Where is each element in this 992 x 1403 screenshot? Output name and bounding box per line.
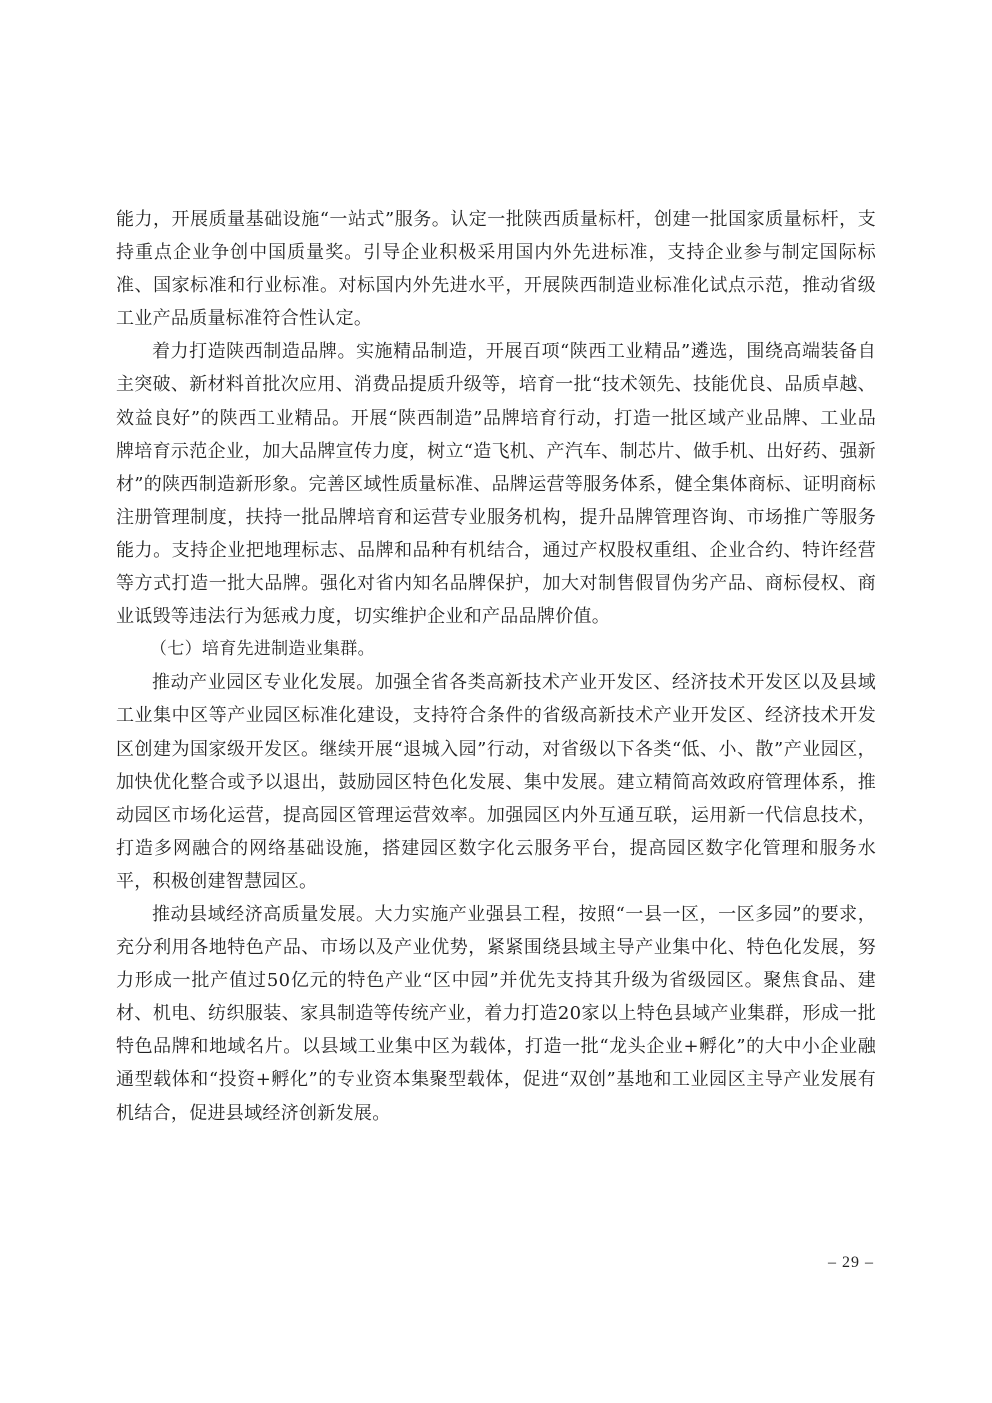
paragraph-county-economy: 推动县域经济高质量发展。大力实施产业强县工程，按照“一县一区，一区多园”的要求，充分利用各地特色产品、市场以及产业优势，紧紧围绕县域主导产业集中化、特色化发展，努力形成一批产值过50亿元的特色产业“区中园”并优先支持其升级为省级园区。聚焦食品、建材、机电、纺织服装、家具制造等传统产业，着力打造20家以上特色县域产业集群，形成一批特色品牌和地域名片。以县域工业集中区为载体，打造一批“龙头企业+孵化”的大中小企业融通型载体和“投资+孵化”的专业资本集聚型载体，促进“双创”基地和工业园区主导产业发展有机结合，促进县域经济创新发展。: [116, 903, 876, 1124]
paragraph-quality-infrastructure: 能力，开展质量基础设施“一站式”服务。认定一批陕西质量标杆，创建一批国家质量标杆，支持重点企业争创中国质量奖。引导企业积极采用国内外先进标准，支持企业参与制定国际标准、国家标准和行业标准。对标国内外先进水平，开展陕西制造业标准化试点示范，推动省级工业产品质量标准符合性认定。: [116, 209, 876, 330]
paragraph-industrial-parks: 推动产业园区专业化发展。加强全省各类高新技术产业开发区、经济技术开发区以及县域工业集中区等产业园区标准化建设，支持符合条件的省级高新技术产业开发区、经济技术开发区创建为国家级开发区。继续开展“退城入园”行动，对省级以下各类“低、小、散”产业园区，加快优化整合或予以退出，鼓励园区特色化发展、集中发展。建立精简高效政府管理体系，推动园区市场化运营，提高园区管理运营效率。加强园区内外互通互联，运用新一代信息技术，打造多网融合的网络基础设施，搭建园区数字化云服务平台，提高园区数字化管理和服务水平，积极创建智慧园区。: [116, 672, 876, 892]
paragraph-shaanxi-brand: 着力打造陕西制造品牌。实施精品制造，开展百项“陕西工业精品”遴选，围绕高端装备自主突破、新材料首批次应用、消费品提质升级等，培育一批“技术领先、技能优良、品质卓越、效益良好”的陕西工业精品。开展“陕西制造”品牌培育行动，打造一批区域产业品牌、工业品牌培育示范企业，加大品牌宣传力度，树立“造飞机、产汽车、制芯片、做手机、出好药、强新材”的陕西制造新形象。完善区域性质量标准、品牌运营等服务体系，健全集体商标、证明商标注册管理制度，扶持一批品牌培育和运营专业服务机构，提升品牌管理咨询、市场推广等服务能力。支持企业把地理标志、品牌和品种有机结合，通过产权股权重组、企业合约、特许经营等方式打造一批大品牌。强化对省内知名品牌保护，加大对制售假冒伪劣产品、商标侵权、商业诋毁等违法行为惩戒力度，切实维护企业和产品品牌价值。: [116, 341, 876, 628]
page-number: – 29 –: [828, 1254, 874, 1271]
section-heading-manufacturing-clusters: （七）培育先进制造业集群。: [150, 639, 375, 660]
document-body: [116, 203, 876, 1130]
